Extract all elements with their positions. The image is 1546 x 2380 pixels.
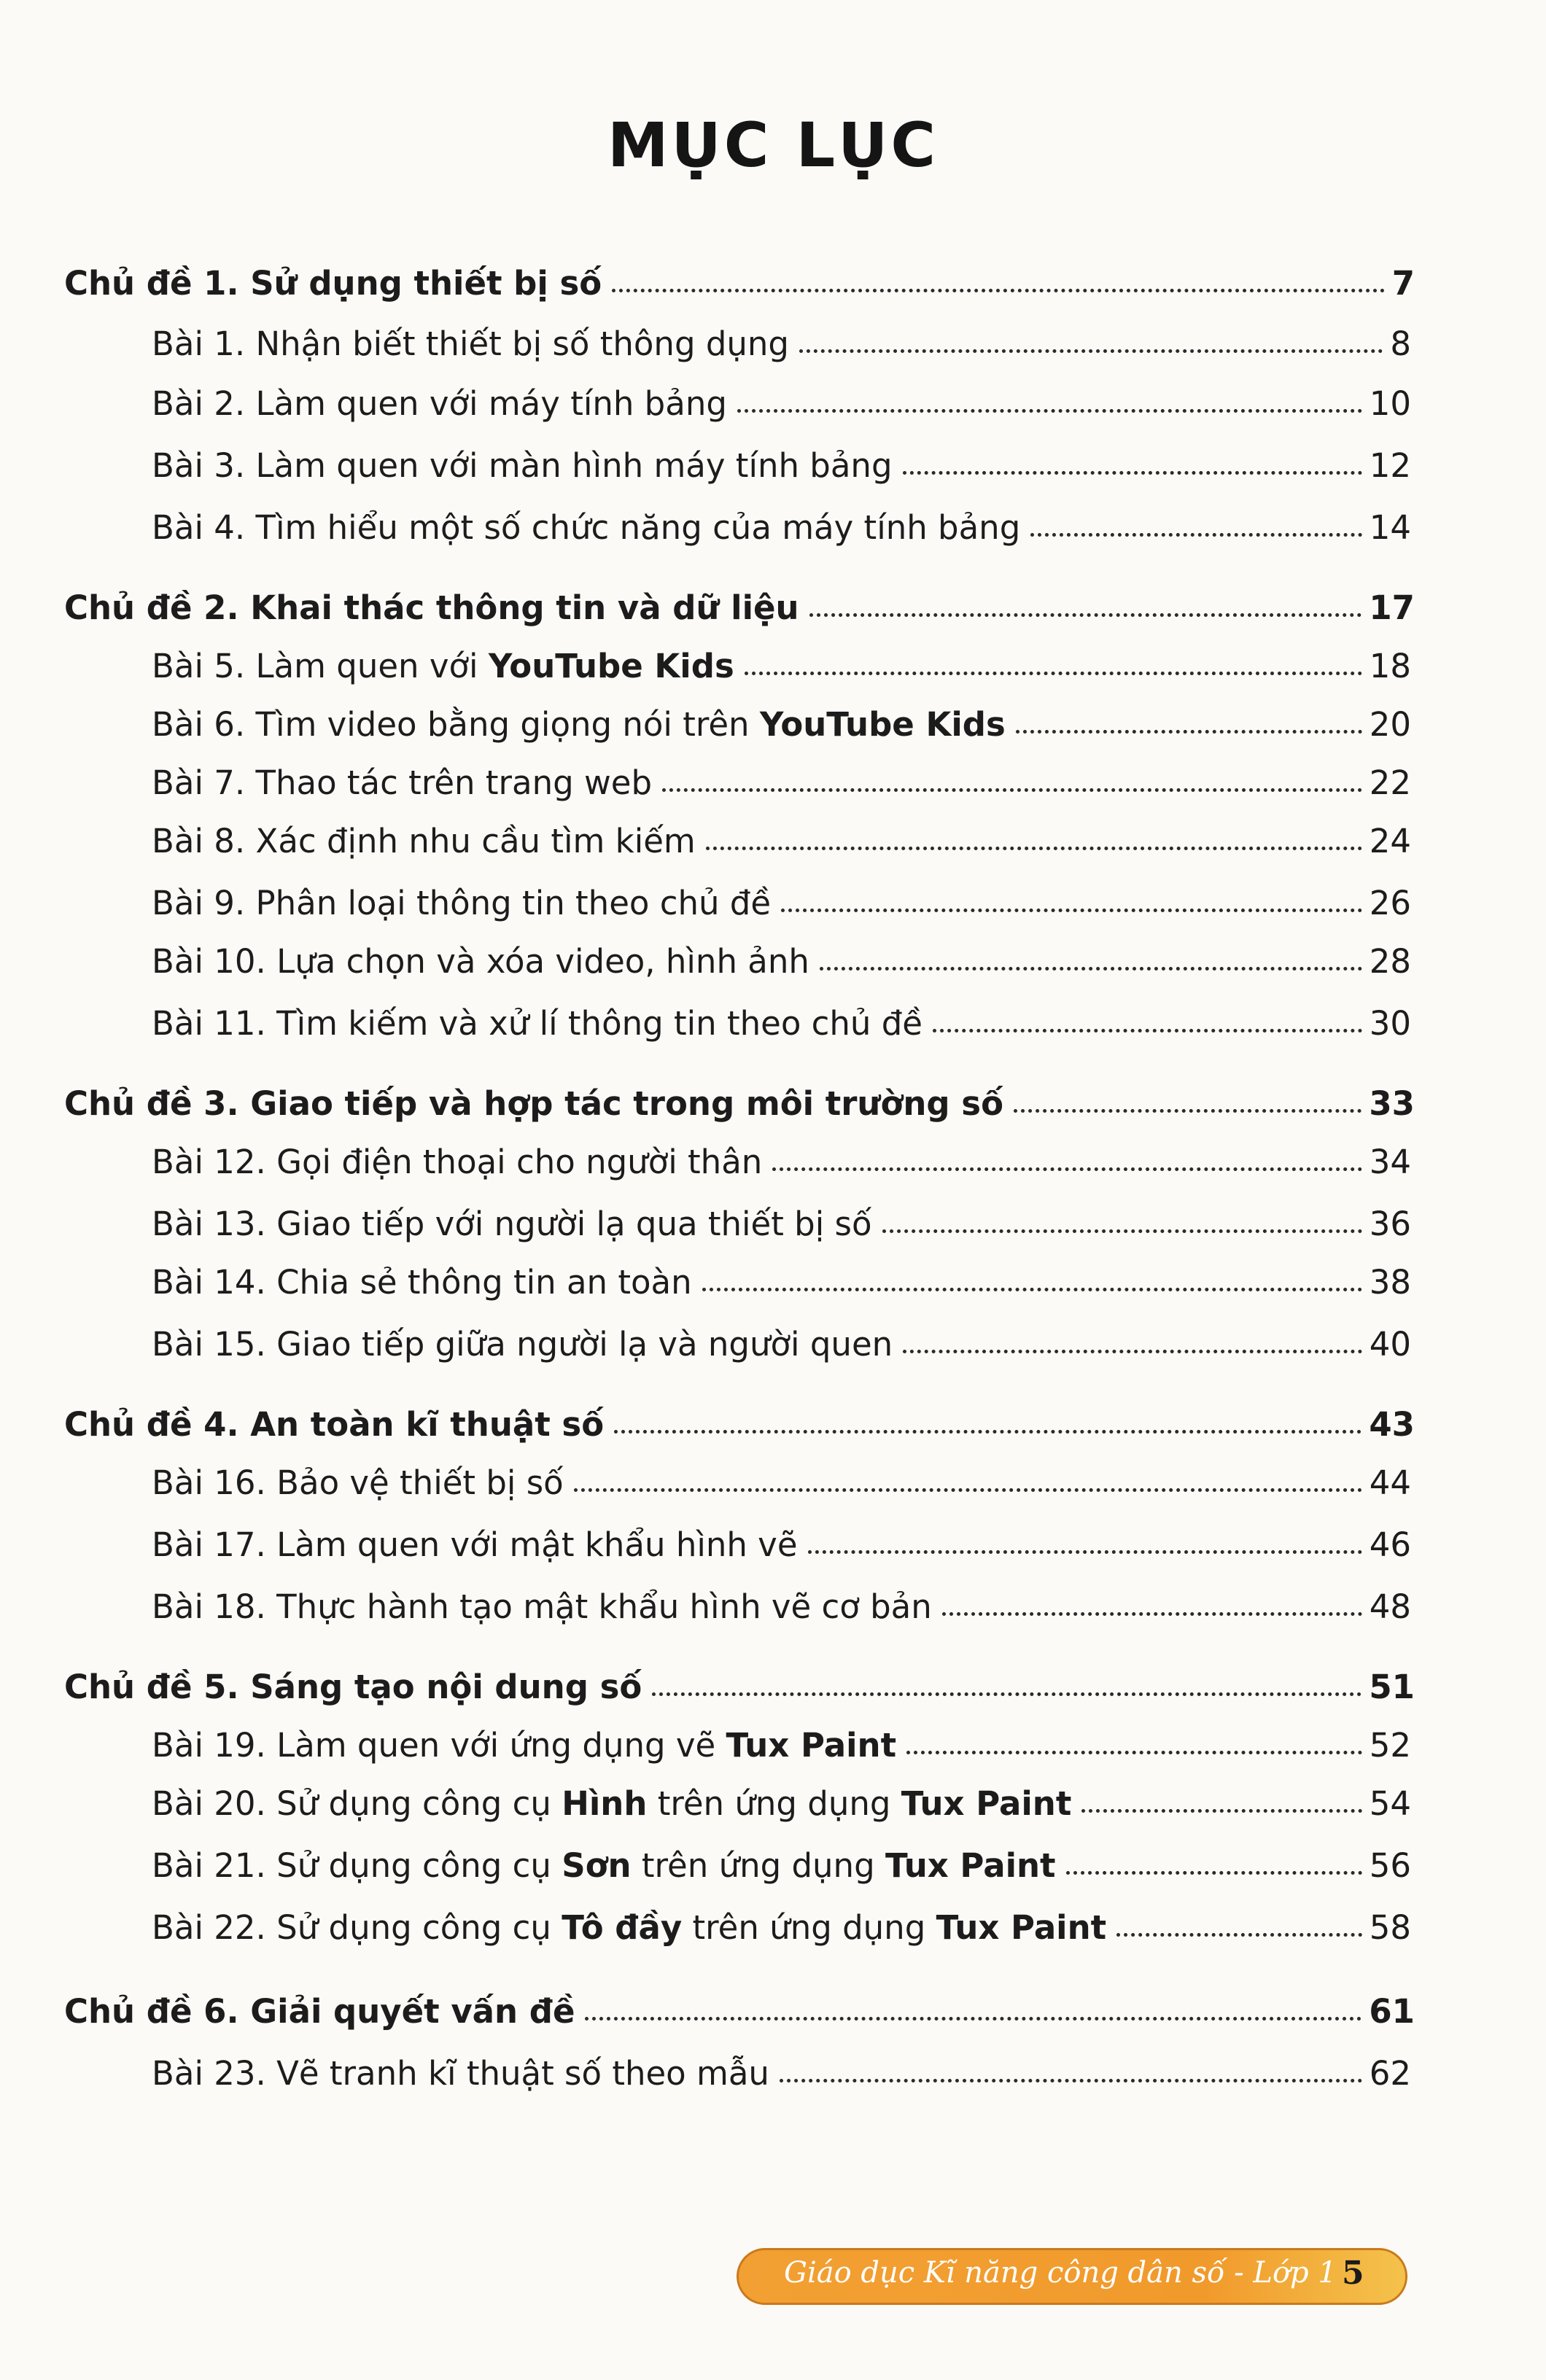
- toc-lesson-row: [0, 809, 1546, 860]
- dot-leader: [614, 1430, 1362, 1434]
- dot-leader: [781, 909, 1362, 912]
- toc-entry-title-bold-part: Tux Paint: [936, 1908, 1107, 1947]
- toc-lesson-row: [0, 1192, 1546, 1243]
- dot-leader: [745, 672, 1362, 675]
- dot-leader: [585, 2017, 1362, 2021]
- dot-leader: [1016, 730, 1362, 734]
- toc-entry-title-bold-part: YouTube Kids: [488, 647, 734, 685]
- toc-entry-title-part: Bài 3. Làm quen với màn hình máy tính bảng: [152, 446, 893, 485]
- dot-leader: [737, 409, 1362, 413]
- toc-entry-title: [64, 588, 799, 627]
- toc-lesson-row: [0, 312, 1546, 363]
- toc-lesson-row: [0, 434, 1546, 485]
- toc-topic-row: [0, 1655, 1546, 1706]
- dot-leader: [662, 788, 1362, 792]
- toc-entry-title: [152, 1205, 872, 1243]
- toc-entry-title-bold-part: Tux Paint: [885, 1846, 1056, 1885]
- toc-entry-title: [152, 508, 1020, 547]
- toc-entry-title-part: Bài 1. Nhận biết thiết bị số thông dụng: [152, 324, 789, 363]
- toc-lesson-row: [0, 1451, 1546, 1502]
- dot-leader: [799, 349, 1383, 353]
- dot-leader: [780, 2079, 1362, 2082]
- toc-entry-title-bold-part: Tux Paint: [901, 1784, 1072, 1823]
- toc-page-number: 40: [1369, 1325, 1411, 1364]
- toc-entry-title-bold-part: Sơn: [562, 1846, 632, 1885]
- toc-lesson-row: [0, 930, 1546, 981]
- toc-entry-title-part: Bài 19. Làm quen với ứng dụng vẽ: [152, 1726, 726, 1765]
- toc-entry-title-part: Bài 13. Giao tiếp với người lạ qua thiết bị số: [152, 1205, 872, 1243]
- toc-entry-title-bold-part: Hình: [562, 1784, 648, 1823]
- dot-leader: [820, 967, 1362, 971]
- toc-entry-title: [152, 446, 893, 485]
- toc-topic-row: [0, 576, 1546, 627]
- toc-page-number: 28: [1369, 942, 1411, 981]
- toc-lesson-row: [0, 992, 1546, 1043]
- toc-entry-title-bold-part: Tux Paint: [726, 1726, 897, 1765]
- toc-entry-title: [152, 1846, 1056, 1885]
- dot-leader: [1030, 533, 1362, 537]
- toc-entry-title: [152, 647, 734, 685]
- toc-entry-title-part: Bài 16. Bảo vệ thiết bị số: [152, 1463, 564, 1502]
- toc-lesson-row: [0, 372, 1546, 423]
- toc-lesson-row: [0, 496, 1546, 547]
- dot-leader: [702, 1288, 1362, 1291]
- page-title: MỤC LỤC: [607, 109, 939, 181]
- toc-entry-title-part: Bài 5. Làm quen với: [152, 647, 489, 685]
- toc-lesson-row: [0, 1130, 1546, 1181]
- toc-entry-title: [152, 324, 789, 363]
- toc-lesson-row: [0, 1896, 1546, 1947]
- dot-leader: [809, 613, 1362, 617]
- toc-entry-title-part: Bài 20. Sử dụng công cụ: [152, 1784, 562, 1823]
- dot-leader: [882, 1229, 1362, 1233]
- toc-entry-title-part: Chủ đề 5. Sáng tạo nội dung số: [64, 1668, 642, 1706]
- toc-entry-title-part: Bài 2. Làm quen với máy tính bảng: [152, 384, 727, 423]
- toc-page-number: 48: [1369, 1587, 1411, 1626]
- toc-page-number: 12: [1369, 446, 1411, 485]
- toc-page-number: 58: [1369, 1908, 1411, 1947]
- toc-entry-title: [152, 1263, 692, 1302]
- toc-entry-title: [152, 1908, 1106, 1947]
- footer-page-number: 5: [1342, 2255, 1364, 2292]
- toc-page-number: 18: [1369, 647, 1411, 685]
- toc-page-number: 24: [1369, 822, 1411, 860]
- toc-entry-title-part: trên ứng dụng: [682, 1908, 936, 1947]
- toc-lesson-row: [0, 1714, 1546, 1765]
- toc-page-number: 52: [1369, 1726, 1411, 1765]
- dot-leader: [574, 1488, 1362, 1492]
- toc-page-number: 26: [1369, 884, 1411, 922]
- toc-entry-title-part: Chủ đề 2. Khai thác thông tin và dữ liệu: [64, 588, 799, 627]
- toc-lesson-row: [0, 1834, 1546, 1885]
- toc-entry-title-part: Bài 21. Sử dụng công cụ: [152, 1846, 562, 1885]
- toc-page-number: 8: [1390, 324, 1411, 363]
- footer-book-title: Giáo dục Kĩ năng công dân số - Lớp 1: [784, 2256, 1337, 2290]
- toc-entry-title-part: Bài 10. Lựa chọn và xóa video, hình ảnh: [152, 942, 809, 981]
- dot-leader: [903, 471, 1362, 475]
- toc-entry-title-part: Chủ đề 3. Giao tiếp và hợp tác trong môi trường số: [64, 1084, 1003, 1123]
- toc-page-number: 20: [1369, 705, 1411, 744]
- toc-page-number: 33: [1369, 1084, 1415, 1123]
- dot-leader: [772, 1167, 1362, 1171]
- toc-page-number: 34: [1369, 1143, 1411, 1181]
- toc-entry-title: [152, 884, 771, 922]
- toc-entry-title-part: Bài 8. Xác định nhu cầu tìm kiếm: [152, 822, 696, 860]
- toc-topic-row: [0, 1980, 1546, 2031]
- toc-entry-title: [64, 1668, 642, 1706]
- toc-page-number: 56: [1369, 1846, 1411, 1885]
- toc-entry-title: [152, 1587, 932, 1626]
- toc-page-number: 61: [1369, 1992, 1415, 2031]
- toc-entry-title: [152, 942, 809, 981]
- toc-entry-title: [152, 763, 652, 802]
- toc-page-number: 46: [1369, 1525, 1411, 1564]
- dot-leader: [1014, 1109, 1362, 1113]
- dot-leader: [706, 847, 1362, 850]
- toc-entry-title-part: Bài 11. Tìm kiếm và xử lí thông tin theo chủ đề: [152, 1004, 922, 1043]
- toc-lesson-row: [0, 1312, 1546, 1364]
- toc-entry-title: [152, 2054, 769, 2093]
- dot-leader: [942, 1612, 1362, 1616]
- toc-page-number: 14: [1369, 508, 1411, 547]
- toc-entry-title: [152, 1525, 798, 1564]
- toc-entry-title-bold-part: YouTube Kids: [759, 705, 1006, 744]
- toc-entry-title: [152, 1325, 893, 1364]
- toc-page-number: 62: [1369, 2054, 1411, 2093]
- toc-page-number: 17: [1369, 588, 1415, 627]
- toc-page-number: 7: [1391, 264, 1415, 303]
- toc-lesson-row: [0, 871, 1546, 922]
- dot-leader: [1066, 1871, 1362, 1875]
- toc-entry-title-part: Bài 12. Gọi điện thoại cho người thân: [152, 1143, 763, 1181]
- toc-entry-title-part: Chủ đề 6. Giải quyết vấn đề: [64, 1992, 575, 2031]
- dot-leader: [612, 289, 1385, 292]
- dot-leader: [933, 1029, 1362, 1032]
- toc-entry-title: [152, 1463, 564, 1502]
- toc-lesson-row: [0, 1513, 1546, 1564]
- toc-page-number: 38: [1369, 1263, 1411, 1302]
- toc-lesson-row: [0, 1251, 1546, 1302]
- toc-topic-row: [0, 1072, 1546, 1123]
- toc-entry-title-part: Chủ đề 4. An toàn kĩ thuật số: [64, 1405, 605, 1444]
- toc-lesson-row: [0, 1772, 1546, 1823]
- toc-entry-title: [152, 1004, 922, 1043]
- toc-page-number: 10: [1369, 384, 1411, 423]
- toc-entry-title-part: Bài 22. Sử dụng công cụ: [152, 1908, 562, 1947]
- toc-lesson-row: [0, 634, 1546, 685]
- toc-entry-title: [152, 384, 727, 423]
- toc-entry-title: [64, 1992, 575, 2031]
- toc-page-number: 43: [1369, 1405, 1415, 1444]
- toc-entry-title-part: Bài 9. Phân loại thông tin theo chủ đề: [152, 884, 772, 922]
- toc-entry-title-part: Bài 17. Làm quen với mật khẩu hình vẽ: [152, 1525, 798, 1564]
- toc-entry-title-part: Bài 23. Vẽ tranh kĩ thuật số theo mẫu: [152, 2054, 769, 2093]
- toc-entry-title: [152, 1143, 762, 1181]
- toc-entry-title: [152, 1784, 1071, 1823]
- toc-entry-title: [152, 705, 1006, 744]
- dot-leader: [808, 1550, 1362, 1554]
- toc-lesson-row: [0, 2042, 1546, 2093]
- toc-entry-title: [64, 1405, 604, 1444]
- toc-page-number: 30: [1369, 1004, 1411, 1043]
- toc-entry-title: [64, 264, 602, 303]
- toc-page-number: 36: [1369, 1205, 1411, 1243]
- toc-entry-title-part: Bài 7. Thao tác trên trang web: [152, 763, 653, 802]
- toc-lesson-row: [0, 693, 1546, 744]
- toc-topic-row: [0, 252, 1546, 303]
- toc-entry-title-part: Bài 6. Tìm video bằng giọng nói trên: [152, 705, 760, 744]
- toc-entry-title-part: Bài 14. Chia sẻ thông tin an toàn: [152, 1263, 692, 1302]
- toc-entry-title-part: Bài 4. Tìm hiểu một số chức năng của máy tính bảng: [152, 508, 1021, 547]
- toc-topic-row: [0, 1393, 1546, 1444]
- toc-entry-title-bold-part: Tô đầy: [562, 1908, 683, 1947]
- toc-entry-title: [152, 1726, 896, 1765]
- toc-entry-title-part: trên ứng dụng: [647, 1784, 901, 1823]
- toc-entry-title-part: Chủ đề 1. Sử dụng thiết bị số: [64, 264, 602, 303]
- toc-lesson-row: [0, 1575, 1546, 1626]
- toc-page-number: 51: [1369, 1668, 1415, 1706]
- toc-entry-title: [64, 1084, 1003, 1123]
- dot-leader: [652, 1692, 1362, 1696]
- toc-page-number: 54: [1369, 1784, 1411, 1823]
- dot-leader: [1116, 1933, 1362, 1937]
- toc-entry-title-part: trên ứng dụng: [631, 1846, 885, 1885]
- dot-leader: [903, 1350, 1362, 1353]
- toc-page-number: 22: [1369, 763, 1411, 802]
- toc-entry-title: [152, 822, 696, 860]
- toc-lesson-row: [0, 751, 1546, 802]
- toc-entry-title-part: Bài 15. Giao tiếp giữa người lạ và người quen: [152, 1325, 893, 1364]
- dot-leader: [906, 1751, 1362, 1754]
- toc-page-number: 44: [1369, 1463, 1411, 1502]
- toc-entry-title-part: Bài 18. Thực hành tạo mật khẩu hình vẽ cơ bản: [152, 1587, 932, 1626]
- dot-leader: [1081, 1809, 1362, 1813]
